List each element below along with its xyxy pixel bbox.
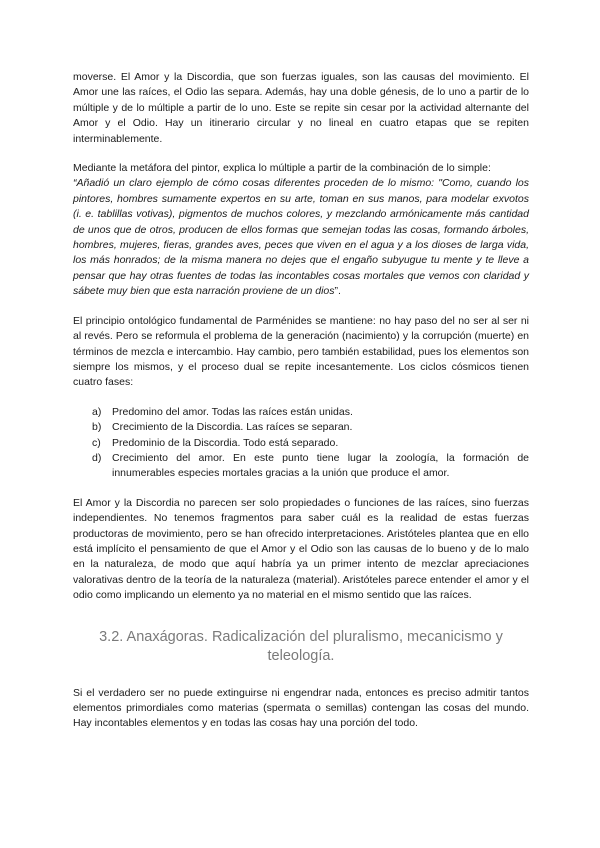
painter-quote: “Añadió un claro ejemplo de cómo cosas diferentes proceden de lo mismo: "Como, cuando los pintores, hombres sumamente expertos en su arte, toman en sus manos, para modelar exvotos (i. e. tablillas votivas), pigmentos de muchos colores, y mezclando armónicamente más cantidad de unos que de otros, producen de ellos formas que semejan todas las cosas, formando árboles, hombres, mujeres, fieras, grandes aves, peces que viven en el agua y a los dioses de larga vida, los más honrados; de la misma manera no dejes que el engaño subyugue tu mente y te lleve a pensar que hay otras fuentes de todas las incontables cosas mortales que vemos con claridad y sábete muy bien que esta narración proviene de un dios xyxy=(73,177,529,298)
list-item xyxy=(92,405,529,420)
paragraph-love-discord: El Amor y la Discordia no parecen ser solo propiedades o funciones de las raíces, sino fuerzas independientes. No tenemos fragmentos para saber cuál es la realidad de estas fuerzas productoras de movimiento, pero se han ofrecido interpretaciones. Aristóteles plantea que en ello está implícito el pensamiento de que el Amor y el Odio son las causas de lo bueno y de lo malo en la naturaleza, de modo que aquí habría ya un primer intento de mezclar apreciaciones valorativas dentro de la teoría de la naturaleza (material). Aristóteles parece entender el amor y el odio como implicando un elemento ya no material en el mismo sentido que las raíces. xyxy=(73,496,529,602)
list-marker: a) xyxy=(92,405,102,418)
painter-intro: Mediante la metáfora del pintor, explica lo múltiple a partir de la combinación de lo simple: xyxy=(73,162,491,175)
list-item xyxy=(92,451,529,482)
list-marker: d) xyxy=(92,451,102,464)
section-heading-anaxagoras: 3.2. Anaxágoras. Radicalización del pluralismo, mecanicismo y teleología. xyxy=(99,628,503,664)
paragraph-anaxagoras: Si el verdadero ser no puede extinguirse ni engendrar nada, entonces es preciso admitir tantos elementos primordiales como materias (spermata o semillas) contengan las cosas del mundo. Hay incontables elementos y en todas las cosas hay una porción del todo. xyxy=(73,686,529,730)
paragraph-movement: moverse. El Amor y la Discordia, que son fuerzas iguales, son las causas del movimiento. El Amor une las raíces, el Odio las separa. Además, hay una doble génesis, de lo uno a partir de lo múltiple y de lo múltiple a partir de lo uno. Este se repite sin cesar por la actividad alternante del Amor y el Odio. Hay un itinerario circular y no lineal en cuatro etapas que se repiten interminablemente. xyxy=(73,71,529,145)
list-item-text: Predomino del amor. Todas las raíces están unidas. xyxy=(112,405,353,418)
list-item-text: Crecimiento del amor. En este punto tiene lugar la zoología, la formación de innumerables especies mortales gracias a la unión que produce el amor. xyxy=(112,451,529,480)
list-item xyxy=(92,420,529,435)
painter-quote-end: ”. xyxy=(334,285,341,298)
paragraph-painter-metaphor xyxy=(73,161,529,300)
list-marker: c) xyxy=(92,436,101,449)
list-item xyxy=(92,436,529,451)
document-page xyxy=(73,70,529,732)
list-item-text: Predominio de la Discordia. Todo está separado. xyxy=(112,436,339,449)
cosmic-phases-list xyxy=(73,405,529,482)
list-item-text: Crecimiento de la Discordia. Las raíces se separan. xyxy=(112,421,353,434)
paragraph-ontological-principle: El principio ontológico fundamental de Parménides se mantiene: no hay paso del no ser al ser ni al revés. Pero se reformula el problema de la generación (nacimiento) y la corrupción (muerte) en términos de mezcla e intercambio. Hay cambio, pero también estabilidad, pues los elementos son siempre los mismos, y el proceso dual se repite incesantemente. Los ciclos cósmicos tienen cuatro fases: xyxy=(73,314,529,389)
list-marker: b) xyxy=(92,421,102,434)
